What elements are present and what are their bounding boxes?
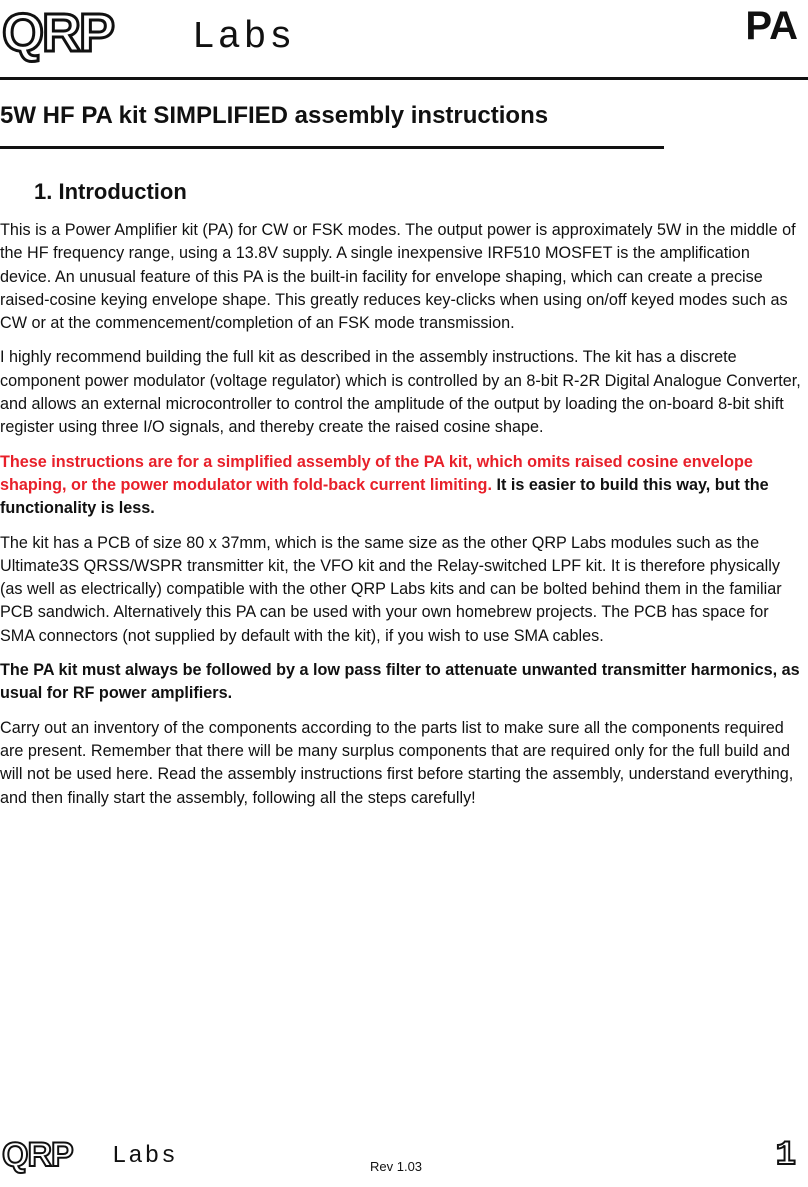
title-rule <box>0 146 664 149</box>
paragraph-inventory: Carry out an inventory of the components according to the parts list to make sure all the components required are present. Remember that there will be many surplus components that are required only for the full build and will not be used here. Read the assembly instructions first before starting the assembly, understand everything, and then finally start the assembly, following all the steps carefully! <box>0 718 794 807</box>
page-number: 1 <box>775 1137 796 1175</box>
body-text <box>0 219 804 821</box>
logo-word: Labs <box>192 16 296 59</box>
revision-label: Rev 1.03 <box>370 1159 423 1174</box>
qrp-labs-logo <box>2 4 332 62</box>
header-rule <box>0 77 808 80</box>
footer-logo <box>2 1135 202 1175</box>
paragraph-lpf-note: The PA kit must always be followed by a low pass filter to attenuate unwanted transmitter harmonics, as usual for RF power amplifiers. <box>0 661 800 703</box>
footer-logo-letters: QRP <box>2 1136 73 1174</box>
document-title: 5W HF PA kit SIMPLIFIED assembly instructions <box>0 102 549 129</box>
paragraph-warning <box>0 451 804 521</box>
paragraph-full-kit: I highly recommend building the full kit as described in the assembly instructions. The kit has a discrete component power modulator (voltage regulator) which is controlled by an 8-bit R-2R Digital Analogue Converter, and allows an external microcontroller to control the amplitude of the output by loading the on-board 8-bit shift register using three I/O signals, and thereby create the raised cosine shape. <box>0 348 801 437</box>
paragraph-pcb: The kit has a PCB of size 80 x 37mm, which is the same size as the other QRP Labs modules such as the Ultimate3S QRSS/WSPR transmitter kit, the VFO kit and the Relay-switched LPF kit. It is therefore physically (as well as electrically) compatible with the other QRP Labs kits and can be bolted behind them in the familiar PCB sandwich. Alternatively this PA can be used with your own homebrew projects. The PCB has space for SMA connectors (not supplied by default with the kit), if you wish to use SMA cables. <box>0 533 782 645</box>
warning-red-text: These instructions are for a simplified assembly of the PA kit, which omits raised cosine envelope shaping, or the power modulator with fold-back current limiting. <box>0 452 753 494</box>
section-heading: 1. Introduction <box>34 179 187 204</box>
logo-letters: QRP <box>2 3 114 63</box>
paragraph-intro: This is a Power Amplifier kit (PA) for CW or FSK modes. The output power is approximately 5W in the middle of the HF frequency range, using a 13.8V supply. A single inexpensive IRF510 MOSFET is the amplification device. An unusual feature of this PA is the built-in facility for envelope shaping, which can create a precise raised-cosine keying envelope shape. This greatly reduces key-clicks when using on/off keyed modes such as CW or at the commencement/completion of an FSK mode transmission. <box>0 221 796 333</box>
warning-black-text: It is easier to build this way, but the functionality is less. <box>0 475 769 518</box>
section-tag: PA <box>745 4 798 48</box>
footer-logo-word: Labs <box>112 1143 178 1170</box>
